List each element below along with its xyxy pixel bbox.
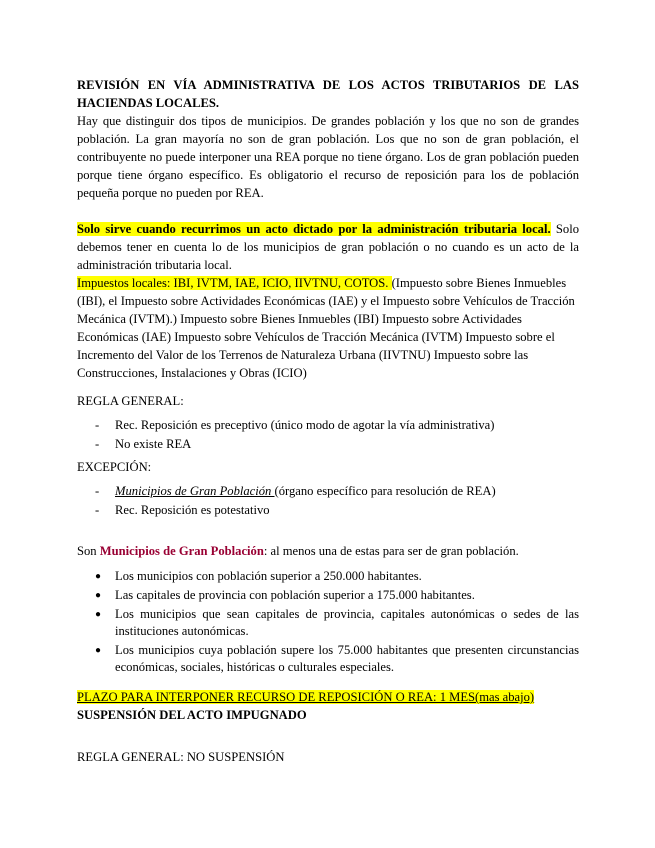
- impuestos-highlight: Impuestos locales: IBI, IVTM, IAE, ICIO, IIVTNU, COTOS.: [77, 276, 392, 290]
- document-content: [77, 76, 579, 766]
- plazo-paragraph: [77, 688, 579, 706]
- suspension-heading: SUSPENSIÓN DEL ACTO IMPUGNADO: [77, 708, 307, 722]
- impuestos-text: (Impuesto sobre Bienes Inmuebles (IBI), el Impuesto sobre Actividades Económicas (IAE) y el Impuesto sobre Vehículos de Tracción Mecánica (IVTM).) Impuesto sobre Bienes Inmuebles (IBI) Impuesto sobre Actividades Económicas (IAE) Impuesto sobre Vehículos de Tracción Mecánica (IVTM) Impuesto sobre el Incremento del Valor de los Terrenos de Naturaleza Urbana (IIVTNU) Impuesto sobre las Construcciones, Instalaciones y Obras (ICIO): [77, 276, 575, 380]
- list-item: [77, 482, 579, 501]
- list-item: - No existe REA: [77, 435, 579, 454]
- municipios-gran-poblacion-link[interactable]: Municipios de Gran Población: [115, 484, 275, 498]
- list-item: ● Los municipios cuya población supere los 75.000 habitantes que presenten circunstancias económicas, sociales, históricas o culturales especiales.: [77, 642, 579, 676]
- regla-general-list: [77, 416, 579, 454]
- intro-paragraph: Hay que distinguir dos tipos de municipios. De grandes población y los que no son de grandes población. La gran mayoría no son de gran población. Los que no son de gran población, el contribuyente no puede interponer una REA porque no tiene órgano. Los de gran población pueden porque tiene órgano específico. Es obligatorio el recurso de reposición para los de población pequeña porque no pueden por REA.: [77, 114, 579, 200]
- excepcion-label: EXCEPCIÓN:: [77, 460, 152, 474]
- excepcion-item-text: (órgano específico para resolución de REA): [274, 484, 496, 498]
- definition-suffix: : al menos una de estas para ser de gran población.: [263, 544, 519, 558]
- excepcion-list: [77, 482, 579, 520]
- list-item: - Rec. Reposición es preceptivo (único modo de agotar la vía administrativa): [77, 416, 579, 435]
- criteria-list: [77, 568, 579, 676]
- plazo-highlight: PLAZO PARA INTERPONER RECURSO DE REPOSICIÓN O REA: 1 MES(mas abajo): [77, 690, 535, 704]
- spacer: [77, 202, 579, 220]
- gran-poblacion-definition: [77, 542, 579, 560]
- regla-general-label: REGLA GENERAL:: [77, 394, 184, 408]
- definition-term: Municipios de Gran Población: [99, 544, 264, 558]
- local-admin-paragraph: [77, 220, 579, 274]
- local-admin-text: Solo debemos tener en cuenta lo de los municipios de gran población o no cuando es un acto de la administración tributaria local.: [77, 222, 579, 272]
- list-item: ● Los municipios que sean capitales de provincia, capitales autonómicas o sedes de las instituciones autonómicas.: [77, 606, 579, 640]
- definition-prefix: Son: [77, 544, 100, 558]
- highlighted-sentence: Solo sirve cuando recurrimos un acto dictado por la administración tributaria local.: [77, 222, 551, 236]
- list-item: - Rec. Reposición es potestativo: [77, 501, 579, 520]
- regla-no-suspension: REGLA GENERAL: NO SUSPENSIÓN: [77, 750, 285, 764]
- impuestos-paragraph: [77, 274, 579, 382]
- list-item: ● Las capitales de provincia con población superior a 175.000 habitantes.: [77, 587, 579, 604]
- list-item: ● Los municipios con población superior a 250.000 habitantes.: [77, 568, 579, 585]
- document-title: REVISIÓN EN VÍA ADMINISTRATIVA DE LOS ACTOS TRIBUTARIOS DE LAS HACIENDAS LOCALES.: [77, 78, 579, 110]
